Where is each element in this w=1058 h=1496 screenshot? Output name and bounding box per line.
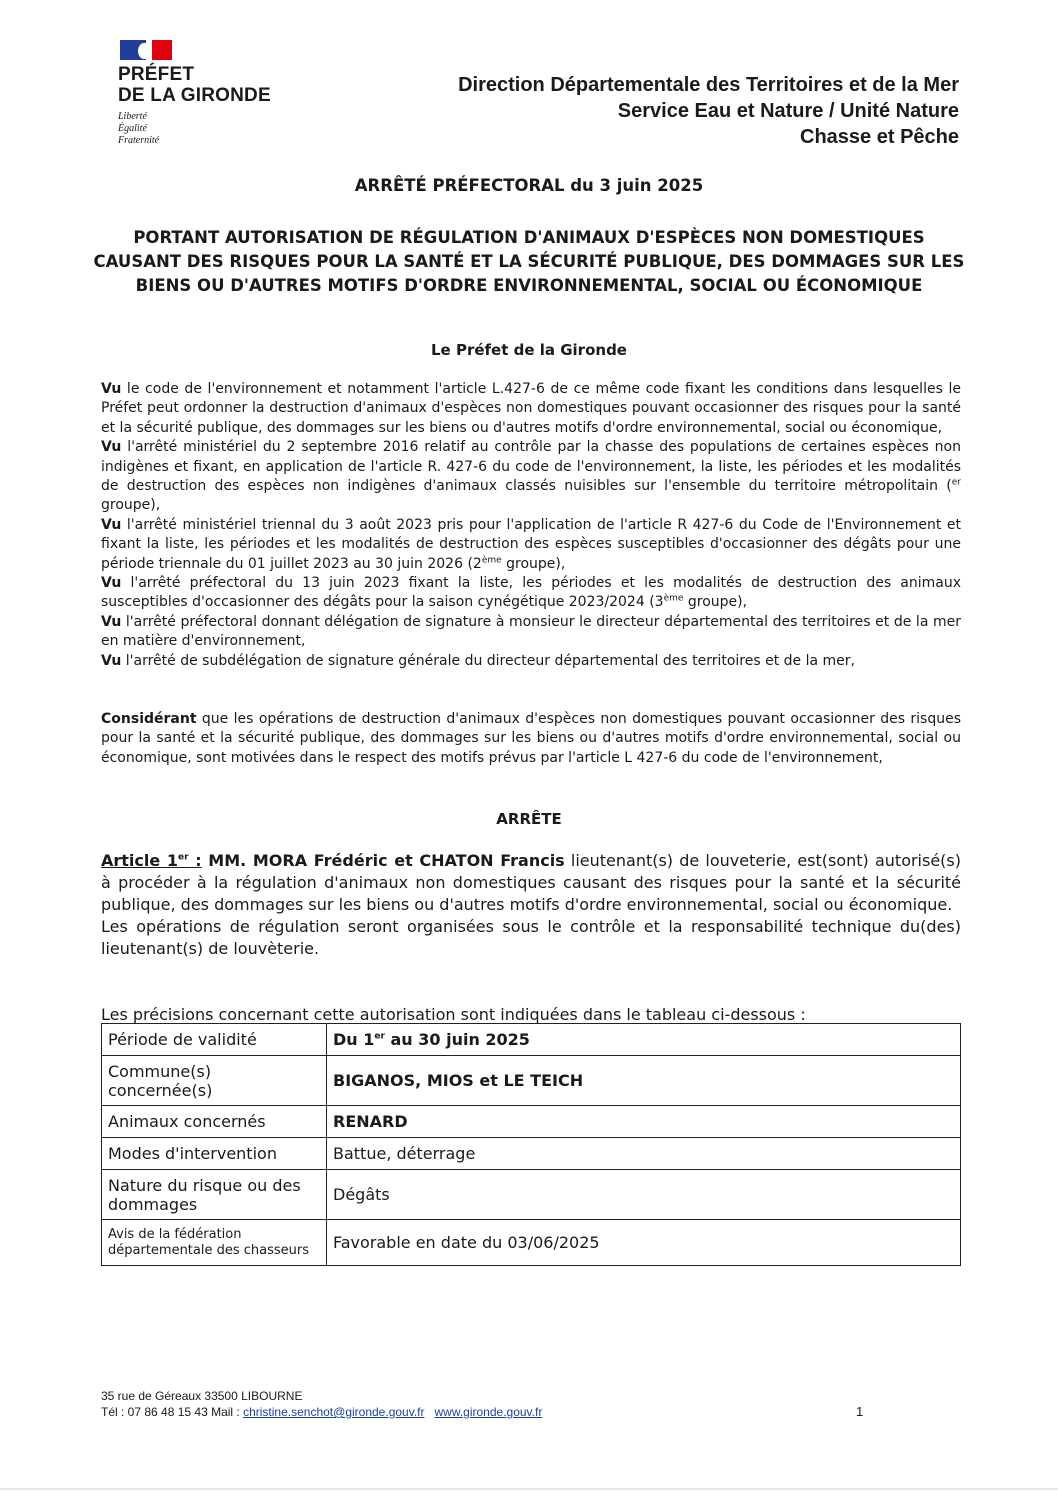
scan-edge [0,1488,1058,1490]
table-row [102,1170,961,1220]
footer [101,1388,542,1420]
considerant-text: que les opérations de destruction d'animaux d'espèces non domestiques pouvant occasionner des risques pour la santé et la sécurité publique, des dommages sur les biens ou d'autres motifs d'ordre environnemental, social ou économique, sont motivées dans le respect des motifs prévus par l'article L 427-6 du code de l'environnement, [101,711,961,766]
prefet-heading: Le Préfet de la Gironde [431,341,627,359]
document-title: ARRÊTÉ PRÉFECTORAL du 3 juin 2025 [354,176,704,195]
vu-item: Vu l'arrêté ministériel triennal du 3 août 2023 pris pour l'application de l'article R 427-6 du Code de l'Environnement et fixant la liste, les périodes et les modalités de destruction des espèces susceptibles d'occasionner des dégâts pour une période triennale du 01 juillet 2023 au 30 juin 2026 (2ème groupe), [101,516,961,572]
row-value: RENARD [327,1106,961,1138]
republic-motto [118,111,159,147]
row-value: Du 1er au 30 juin 2025 [327,1024,961,1056]
marianne-logo [120,40,172,60]
prefecture-name [118,64,271,106]
header-line3: Chasse et Pêche [800,126,959,148]
page-number: 1 [856,1404,864,1419]
arrete-heading: ARRÊTE [496,810,562,828]
table-row [102,1106,961,1138]
precisions-intro: Les précisions concernant cette autorisation sont indiquées dans le tableau ci-dessous : [101,1005,806,1024]
vu-list [101,380,961,671]
vu-item: Vu l'arrêté ministériel du 2 septembre 2016 relatif au contrôle par la chasse des populations de certaines espèces non indigènes et fixant, en application de l'article R. 427-6 du code de l'environnement, la liste, les périodes et les modalités de destruction des espèces non indigènes d'animaux classés nuisibles sur l'ensemble du territoire métropolitain ($^{er}$ groupe), [101,439,961,514]
motto-fraternite: Fraternité [118,135,160,146]
article-1-names: MM. MORA Frédéric et CHATON Francis [201,851,565,870]
row-label: Commune(s) concernée(s) [102,1056,327,1106]
table-row [102,1024,961,1056]
row-label: Modes d'intervention [102,1138,327,1170]
article-1-label: Article 1er : [101,851,202,870]
row-value: Dégâts [327,1170,961,1220]
row-value: BIGANOS, MIOS et LE TEICH [327,1056,961,1106]
prefecture-line2: DE LA GIRONDE [118,85,271,106]
vu-item: Vu le code de l'environnement et notamment l'article L.427-6 de ce même code fixant les conditions dans lesquelles le Préfet peut ordonner la destruction d'animaux d'espèces non domestiques pouvant occasionner des risques pour la santé et la sécurité publique, des dommages sur les biens ou d'autres motifs d'ordre environnemental, social ou économique, [101,381,961,436]
motto-egalite: Égalité [118,123,147,134]
row-label: Période de validité [102,1024,327,1056]
prefecture-line1: PRÉFET [118,64,195,85]
document-subject: PORTANT AUTORISATION DE RÉGULATION D'ANIMAUX D'ESPÈCES NON DOMESTIQUES CAUSANT DES RISQUES POUR LA SANTÉ ET LA SÉCURITÉ PUBLIQUE, DES DOMMAGES SUR LES BIENS OU D'AUTRES MOTIFS D'ORDRE ENVIRONNEMENTAL, SOCIAL OU ÉCONOMIQUE [93,228,965,295]
article-1-text2: Les opérations de régulation seront organisées sous le contrôle et la responsabilité technique du(des) lieutenant(s) de louvèterie. [101,917,961,958]
row-value: Battue, déterrage [327,1138,961,1170]
table-row [102,1220,961,1266]
article-1-text: lieutenant(s) de louveterie, est(sont) autorisé(s) à procéder à la régulation d'animaux non domestiques causant des risques pour la santé et la sécurité publique, des dommages sur les biens ou d'autres motifs d'ordre environnemental, social ou économique. [101,851,962,914]
vu-item: Vu l'arrêté préfectoral donnant délégation de signature à monsieur le directeur départemental des territoires et de la mer en matière d'environnement, [101,613,961,650]
footer-tel: Tél : 07 86 48 15 43 Mail : [101,1405,244,1419]
header-line2: Service Eau et Nature / Unité Nature [617,100,959,122]
vu-item: Vu l'arrêté de subdélégation de signature générale du directeur départemental des territoires et de la mer, [101,652,855,669]
table-row [102,1138,961,1170]
footer-address: 35 rue de Géreaux 33500 LIBOURNE [101,1389,303,1403]
header-line1: Direction Départementale des Territoires et de la Mer [458,74,959,96]
row-label: Animaux concernés [102,1106,327,1138]
footer-contact [101,1404,542,1420]
table-row [102,1056,961,1106]
vu-item: Vu l'arrêté préfectoral du 13 juin 2023 fixant la liste, les périodes et les modalités de destruction des animaux susceptibles d'occasionner des dégâts pour la saison cynégétique 2023/2024 (3ème groupe), [101,575,961,611]
department-header [458,72,959,150]
row-label: Avis de la fédération départementale des chasseurs [102,1220,327,1266]
row-label: Nature du risque ou des dommages [102,1170,327,1220]
footer-email-link[interactable]: christine.senchot@gironde.gouv.fr [243,1405,425,1419]
motto-liberte: Liberté [118,111,147,122]
article-1 [101,850,961,960]
footer-site-link[interactable]: www.gironde.gouv.fr [434,1405,543,1419]
row-value: Favorable en date du 03/06/2025 [327,1220,961,1266]
considerant-paragraph [101,710,961,768]
authorization-table [101,1023,961,1266]
considerant-lead: Considérant [101,711,197,727]
